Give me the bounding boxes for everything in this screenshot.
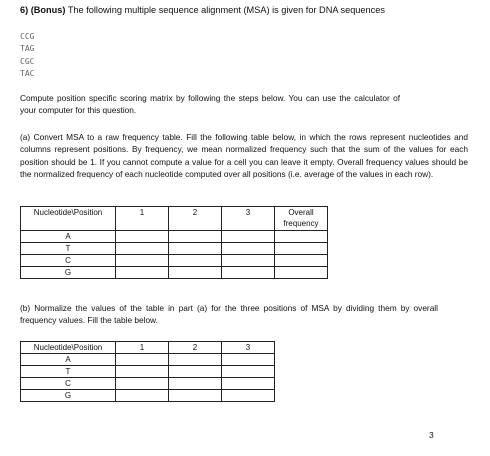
part-a-paragraph: (a) Convert MSA to a raw frequency table. Fill the following table below, in which the rows represent nucleotides and columns represent positions. By frequency, we mean normalized frequency such that the sum of the values for each position should be 1. If you cannot compute a value for a cell you can leave it empty. Overall frequency values should be the normalized frequency of each nucleotide computed over all positions (i.e. average of the values in each row).	[20, 132, 468, 180]
table-row	[21, 390, 275, 402]
value-cell[interactable]	[222, 354, 275, 366]
value-cell[interactable]	[116, 366, 169, 378]
table-row	[21, 255, 328, 267]
question-heading	[20, 5, 385, 15]
header-cell: Nucleotide\Position	[21, 342, 116, 354]
instructions-paragraph: Compute position specific scoring matrix by following the steps below. You can use the calculator of your computer for this question.	[20, 93, 400, 116]
header-cell: 3	[222, 342, 275, 354]
value-cell[interactable]	[169, 255, 222, 267]
value-cell[interactable]	[222, 243, 275, 255]
nucleotide-label: G	[21, 390, 116, 402]
page-number: 3	[429, 430, 434, 440]
part-b-paragraph: (b) Normalize the values of the table in part (a) for the three positions of MSA by dividing them by overall frequency values. Fill the table below.	[20, 303, 438, 326]
table-row	[21, 354, 275, 366]
header-cell: 2	[169, 342, 222, 354]
value-cell[interactable]	[116, 231, 169, 243]
value-cell[interactable]	[169, 366, 222, 378]
value-cell[interactable]	[275, 231, 328, 243]
header-cell: 1	[116, 342, 169, 354]
header-cell: 3	[222, 207, 275, 231]
sequence-1: CCG	[20, 32, 35, 41]
value-cell[interactable]	[116, 243, 169, 255]
sequence-3: CGC	[20, 56, 35, 66]
value-cell[interactable]	[222, 366, 275, 378]
normalized-table	[20, 341, 275, 402]
value-cell[interactable]	[222, 267, 275, 279]
value-cell[interactable]	[116, 354, 169, 366]
value-cell[interactable]	[275, 255, 328, 267]
header-cell: 1	[116, 207, 169, 231]
nucleotide-label: A	[21, 231, 116, 243]
nucleotide-label: C	[21, 378, 116, 390]
value-cell[interactable]	[169, 378, 222, 390]
table-header-row	[21, 207, 328, 231]
table-row	[21, 378, 275, 390]
value-cell[interactable]	[116, 378, 169, 390]
value-cell[interactable]	[169, 267, 222, 279]
table-row	[21, 366, 275, 378]
value-cell[interactable]	[275, 267, 328, 279]
nucleotide-label: T	[21, 243, 116, 255]
table-header-row	[21, 342, 275, 354]
question-number: 6) (Bonus)	[20, 5, 66, 15]
nucleotide-label: C	[21, 255, 116, 267]
header-cell: Nucleotide\Position	[21, 207, 116, 231]
value-cell[interactable]	[169, 390, 222, 402]
value-cell[interactable]	[222, 378, 275, 390]
value-cell[interactable]	[275, 243, 328, 255]
value-cell[interactable]	[169, 243, 222, 255]
header-cell: 2	[169, 207, 222, 231]
value-cell[interactable]	[169, 231, 222, 243]
value-cell[interactable]	[222, 231, 275, 243]
msa-sequences	[20, 31, 34, 80]
value-cell[interactable]	[169, 354, 222, 366]
sequence-4: TAC	[20, 68, 35, 78]
value-cell[interactable]	[116, 267, 169, 279]
raw-frequency-table	[20, 206, 328, 279]
question-text: The following multiple sequence alignment (MSA) is given for DNA sequences	[67, 5, 385, 15]
table-row	[21, 231, 328, 243]
nucleotide-label: T	[21, 366, 116, 378]
value-cell[interactable]	[222, 390, 275, 402]
value-cell[interactable]	[116, 390, 169, 402]
table-row	[21, 243, 328, 255]
header-cell: Overall frequency	[275, 207, 328, 231]
table-row	[21, 267, 328, 279]
nucleotide-label: A	[21, 354, 116, 366]
sequence-2: TAG	[20, 44, 35, 54]
value-cell[interactable]	[116, 255, 169, 267]
nucleotide-label: G	[21, 267, 116, 279]
value-cell[interactable]	[222, 255, 275, 267]
